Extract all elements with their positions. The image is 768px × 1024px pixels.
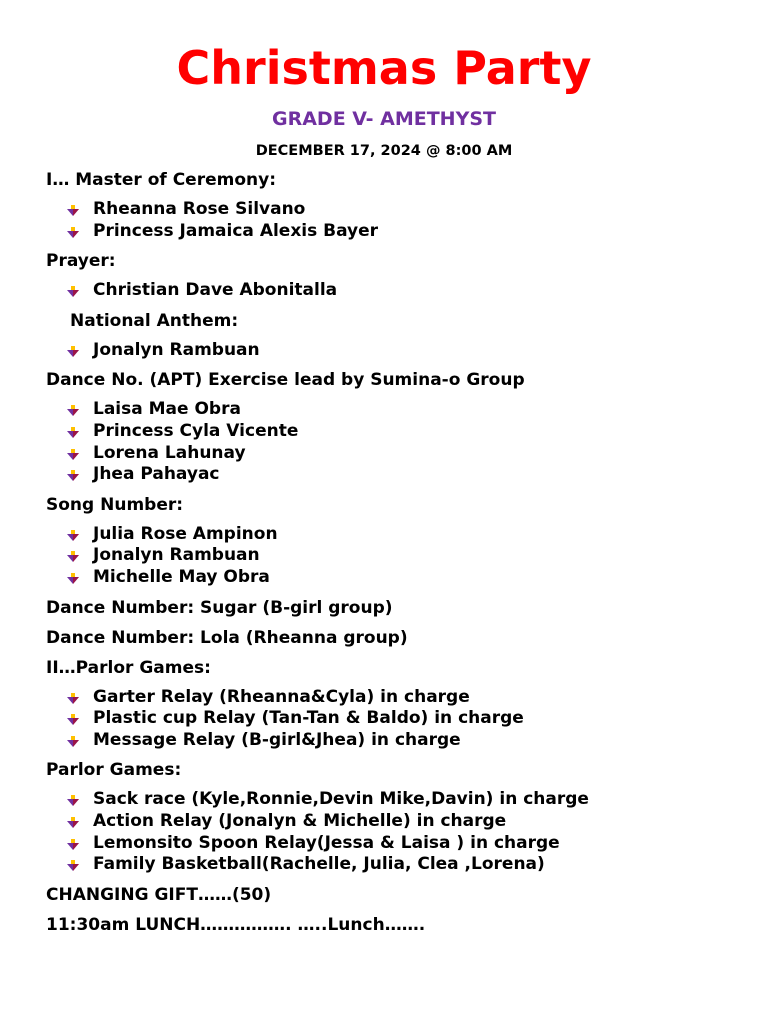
arrow-down-bullet-icon — [67, 205, 79, 216]
arrow-down-bullet-icon — [67, 817, 79, 828]
song-number-list — [46, 524, 746, 589]
section-heading-parlor-games-1: II…Parlor Games: — [46, 657, 211, 678]
list-item: Family Basketball(Rachelle, Julia, Clea ,Lorena) — [67, 854, 746, 876]
list-item: Garter Relay (Rheanna&Cyla) in charge — [67, 687, 746, 709]
arrow-down-bullet-icon — [67, 346, 79, 357]
section-heading-changing-gift: CHANGING GIFT……(50) — [46, 884, 272, 905]
list-item: Jonalyn Rambuan — [67, 545, 746, 567]
arrow-down-bullet-icon — [67, 551, 79, 562]
class-subtitle: GRADE V- AMETHYST — [272, 108, 496, 130]
list-item: Michelle May Obra — [67, 567, 746, 589]
section-heading-prayer: Prayer: — [46, 251, 116, 272]
list-item: Lorena Lahunay — [67, 443, 746, 465]
arrow-down-bullet-icon — [67, 286, 79, 297]
section-heading-national-anthem: National Anthem: — [70, 310, 239, 331]
page-title: Christmas Party — [176, 41, 592, 95]
arrow-down-bullet-icon — [67, 860, 79, 871]
list-item: Sack race (Kyle,Ronnie,Devin Mike,Davin) in charge — [67, 789, 746, 811]
list-item: Action Relay (Jonalyn & Michelle) in charge — [67, 811, 746, 833]
section-heading-lunch: 11:30am LUNCH……………. …..Lunch……. — [46, 914, 426, 935]
national-anthem-list — [46, 340, 746, 362]
arrow-down-bullet-icon — [67, 449, 79, 460]
list-item: Message Relay (B-girl&Jhea) in charge — [67, 730, 746, 752]
arrow-down-bullet-icon — [67, 736, 79, 747]
section-heading-dance-sugar: Dance Number: Sugar (B-girl group) — [46, 597, 393, 618]
arrow-down-bullet-icon — [67, 427, 79, 438]
list-item: Christian Dave Abonitalla — [67, 280, 746, 302]
list-item: Jonalyn Rambuan — [67, 340, 746, 362]
section-heading-master-of-ceremony: I… Master of Ceremony: — [46, 170, 276, 190]
parlor-games-1-list — [46, 687, 746, 752]
list-item: Princess Jamaica Alexis Bayer — [67, 221, 746, 243]
arrow-down-bullet-icon — [67, 795, 79, 806]
list-item: Jhea Pahayac — [67, 464, 746, 486]
parlor-games-2-list — [46, 789, 746, 875]
arrow-down-bullet-icon — [67, 227, 79, 238]
event-date: DECEMBER 17, 2024 @ 8:00 AM — [255, 143, 513, 159]
section-heading-song-number: Song Number: — [46, 494, 184, 515]
section-heading-dance-lola: Dance Number: Lola (Rheanna group) — [46, 627, 408, 648]
arrow-down-bullet-icon — [67, 530, 79, 541]
arrow-down-bullet-icon — [67, 405, 79, 416]
master-of-ceremony-list — [46, 199, 746, 242]
dance-apt-list — [46, 399, 746, 485]
list-item: Princess Cyla Vicente — [67, 421, 746, 443]
arrow-down-bullet-icon — [67, 470, 79, 481]
section-heading-parlor-games-2: Parlor Games: — [46, 760, 182, 781]
program-content — [46, 169, 746, 944]
list-item: Lemonsito Spoon Relay(Jessa & Laisa ) in charge — [67, 833, 746, 855]
prayer-list — [46, 280, 746, 302]
list-item: Plastic cup Relay (Tan-Tan & Baldo) in charge — [67, 708, 746, 730]
section-heading-dance-apt: Dance No. (APT) Exercise lead by Sumina-o Group — [46, 370, 525, 391]
arrow-down-bullet-icon — [67, 714, 79, 725]
arrow-down-bullet-icon — [67, 573, 79, 584]
arrow-down-bullet-icon — [67, 839, 79, 850]
list-item: Rheanna Rose Silvano — [67, 199, 746, 221]
list-item: Laisa Mae Obra — [67, 399, 746, 421]
list-item: Julia Rose Ampinon — [67, 524, 746, 546]
arrow-down-bullet-icon — [67, 693, 79, 704]
